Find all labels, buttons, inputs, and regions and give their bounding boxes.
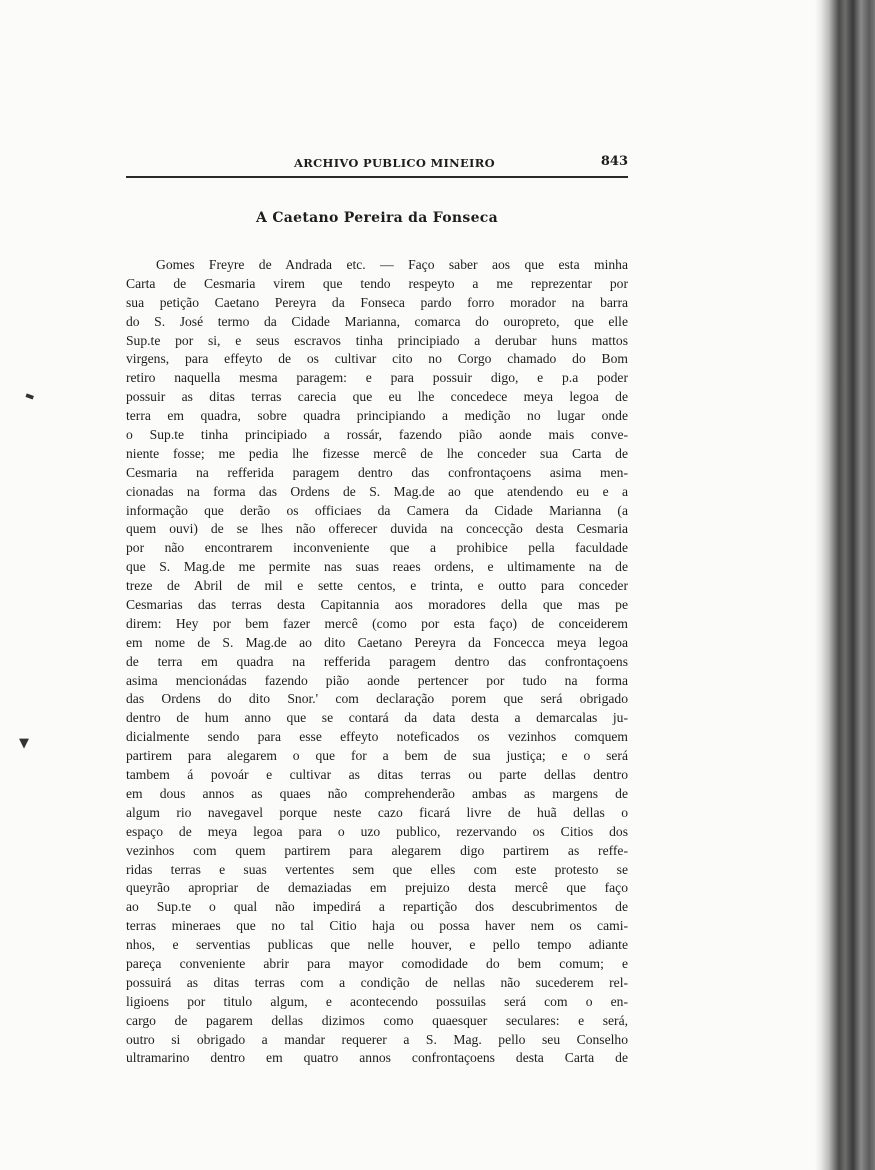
text-line: ao Sup.te o qual não impedirá a repartição dos descubrimentos de [126, 899, 628, 915]
text-line: quem ouvi) de se lhes não offerecer duvida na concecção desta Cesmaria [126, 521, 628, 537]
text-line: em dous annos as quaes não comprehenderão ambas as margens de [126, 785, 628, 801]
text-line: nhos, e serventias publicas que nelle houver, e pello tempo adiante [126, 937, 628, 953]
text-line: do S. José termo da Cidade Marianna, comarca do ouropreto, que elle [126, 313, 628, 329]
article-title: A Caetano Pereira da Fonseca [256, 210, 498, 226]
text-line: niente fosse; me pedia lhe fizesse mercê de lhe conceder sua Carta de [126, 445, 628, 461]
text-line: por não encontrarem inconveniente que a prohibice pella faculdade [126, 540, 628, 556]
text-line: espaço de meya legoa para o uzo publico, rezervando os Citios dos [126, 823, 628, 839]
text-line: algum rio navegavel porque neste cazo ficará livre de huã dellas o [126, 804, 628, 820]
text-line: Gomes Freyre de Andrada etc. — Faço saber aos que esta minha [156, 257, 628, 272]
text-line: terras mineraes que no tal Citio haja ou possa haver nem os cami- [126, 918, 628, 934]
text-line: das Ordens do dito Snor.' com declaração porem que será obrigado [126, 691, 628, 707]
text-line: possuir as ditas terras carecia que eu lhe concedece meya legoa de [126, 389, 628, 405]
text-line: retiro naquella mesma paragem: e para possuir digo, e p.a poder [126, 370, 628, 386]
text-line: ultramarino dentro em quatro annos confrontaçoens desta Carta de [126, 1050, 628, 1066]
text-line: terra em quadra, sobre quadra principiando a medição no lugar onde [126, 408, 628, 424]
text-line: dentro de hum anno que se contará da data desta a demarcalas ju- [126, 710, 628, 726]
text-line: que S. Mag.de me permite nas suas reaes ordens, e ultimamente na de [126, 559, 628, 575]
text-line: possuirá as ditas terras com a condição de nellas não sucederem rel- [126, 974, 628, 990]
text-line: tambem á povoár e cultivar as ditas terras ou parte dellas dentro [126, 767, 628, 783]
article-body [126, 256, 628, 1068]
text-line: queyrão apropriar de demaziadas em prejuizo desta mercê que faço [126, 880, 628, 896]
text-line: asima mencionádas fazendo pião aonde pertencer por tudo na forma [126, 672, 628, 688]
text-line: ligioens por titulo algum, e acontecendo possuilas será com o en- [126, 993, 628, 1009]
text-line: partirem para alegarem o que for a bem de sua justiça; e o será [126, 748, 628, 764]
text-line: dicialmente sendo para esse effeyto noteficados os vezinhos comquem [126, 729, 628, 745]
text-line: vezinhos com quem partirem para alegarem digo partirem as reffe- [126, 842, 628, 858]
text-line: Cesmarias das terras desta Capitannia aos moradores della que mas pe [126, 597, 628, 613]
text-line: treze de Abril de mil e sette centos, e trinta, e outto para conceder [126, 578, 628, 594]
text-line: em nome de S. Mag.de ao dito Caetano Pereyra da Foncecca meya legoa [126, 634, 628, 650]
page-number: 843 [600, 154, 628, 169]
margin-triangle-icon: ▼ [19, 736, 29, 751]
text-line: pareça conveniente abrir para mayor comodidade do bem comum; e [126, 955, 628, 971]
text-line: Cesmaria na refferida paragem dentro das confrontaçoens asima men- [126, 464, 628, 480]
text-line: direm: Hey por bem fazer mercê (como por esta faço) de conceiderem [126, 615, 628, 631]
text-line: cargo de pagarem dellas dizimos como quaesquer seculares: e será, [126, 1012, 628, 1028]
text-line: o Sup.te tinha principiado a rossár, fazendo pião aonde mais conve- [126, 427, 628, 443]
text-line: Carta de Cesmaria virem que tendo respeyto a me reprezentar por [126, 275, 628, 291]
margin-mark-icon: ▬ [23, 389, 37, 404]
text-line: cionadas na forma das Ordens de S. Mag.de ao que atendendo eu e a [126, 483, 628, 499]
text-line: ridas terras e suas vertentes sem que elles com este protesto se [126, 861, 628, 877]
page-header [126, 154, 628, 178]
book-spine-shadow [815, 0, 875, 1170]
text-line: virgens, para effeyto de os cultivar cito no Corgo chamado do Bom [126, 351, 628, 367]
running-title: ARCHIVO PUBLICO MINEIRO [294, 156, 495, 170]
text-line: outro si obrigado a mandar requerer a S. Mag. pello seu Conselho [126, 1031, 628, 1047]
text-line: sua petição Caetano Pereyra da Fonseca pardo forro morador na barra [126, 294, 628, 310]
text-line: informação que derão os officiaes da Camera da Cidade Marianna (a [126, 502, 628, 518]
text-line: de terra em quadra na refferida paragem dentro das confrontaçoens [126, 653, 628, 669]
text-line: Sup.te por si, e seus escravos tinha principiado a derubar huns mattos [126, 332, 628, 348]
